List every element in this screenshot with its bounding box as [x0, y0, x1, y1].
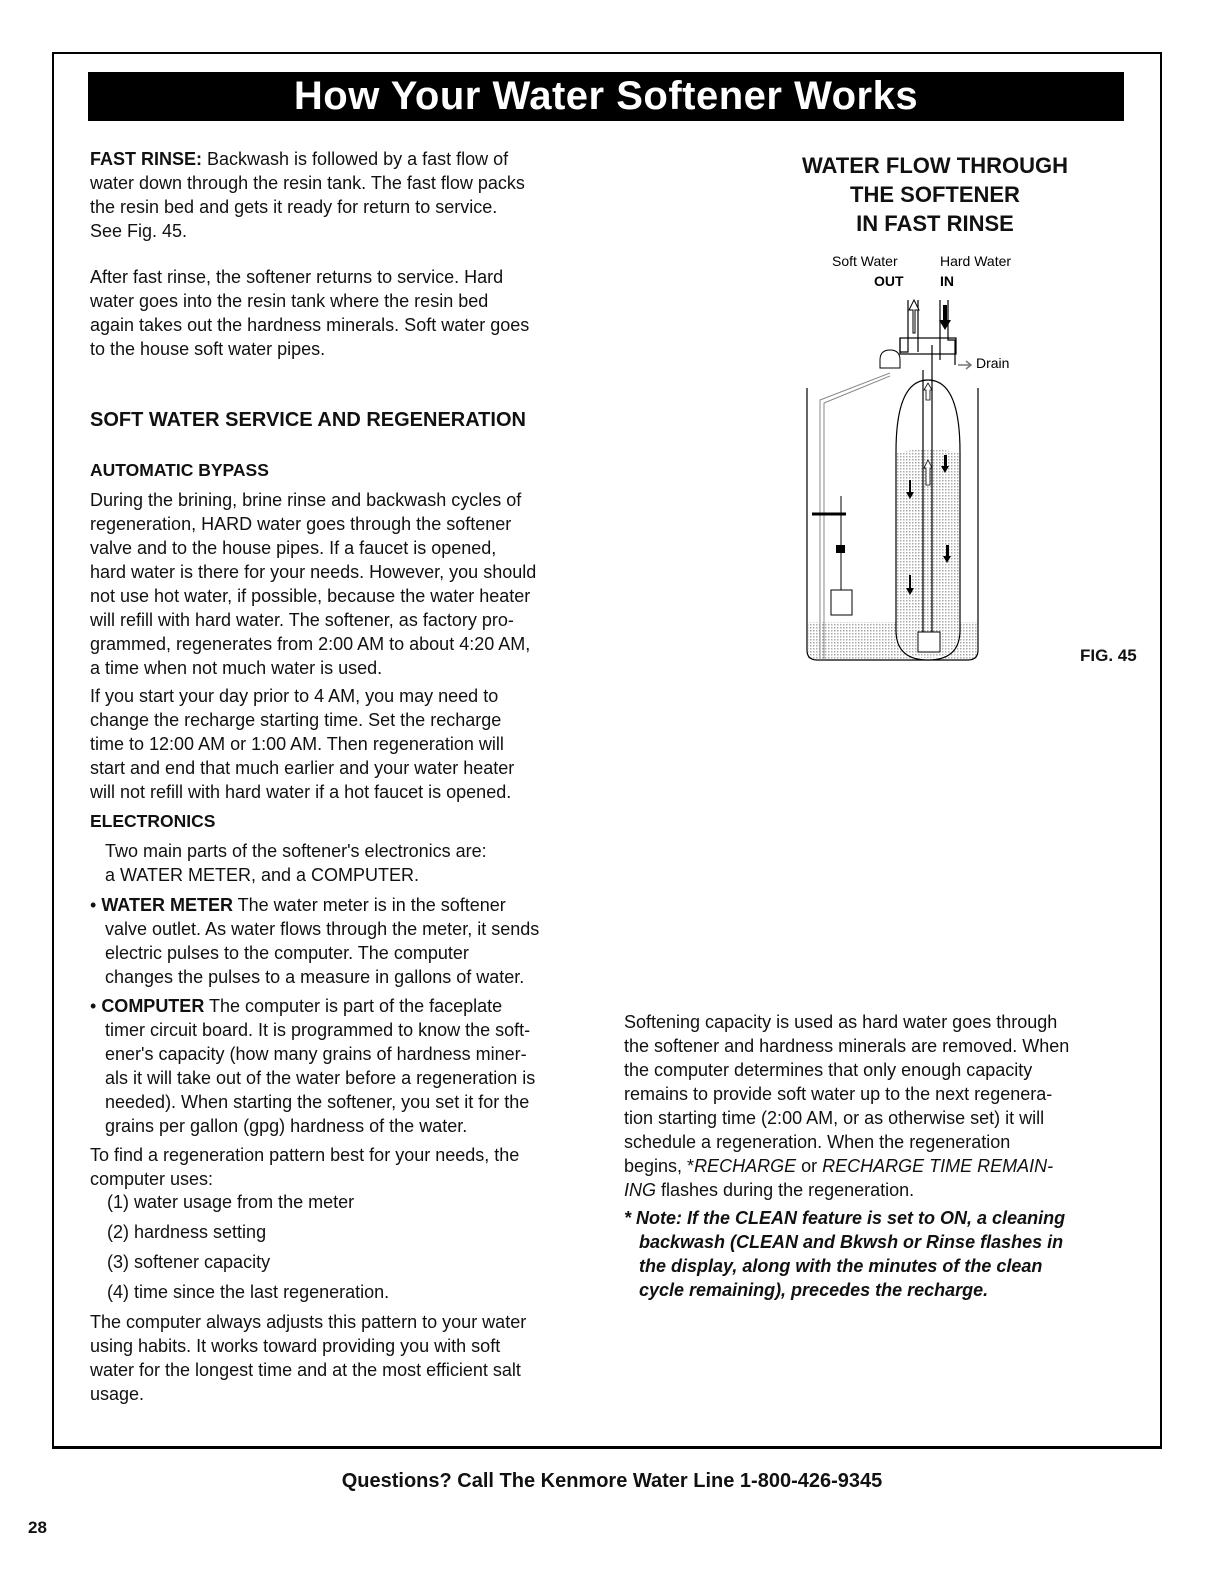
figure-heading: WATER FLOW THROUGH THE SOFTENER IN FAST RINSE [802, 153, 1068, 236]
bullet-water-meter: • WATER METER The water meter is in the softener valve outlet. As water flows through the meter, it sends electric pulses to the computer. The computer changes the pulses to a measure in gallons of water. [90, 895, 540, 987]
paragraph-text: Softening capacity is used as hard water goes through the softener and hardness minerals are removed. When the computer determines that only enough capacity remains to provide soft water up to the next regenera- tion starting time (2:00 AM, or as otherwise set) it will schedule a regeneration. When the regeneration begins, * [624, 1012, 1070, 1176]
fast-rinse-label: FAST RINSE: [90, 149, 203, 169]
figure-label: FIG. 45 [1080, 646, 1137, 665]
soft-water-label: Soft Water [832, 253, 898, 269]
in-label: IN [940, 273, 954, 289]
in-arrow-icon [939, 305, 951, 330]
drain-arrow-icon [958, 361, 971, 369]
electronics-heading: ELECTRONICS [90, 811, 216, 831]
hard-water-label: Hard Water [940, 253, 1012, 269]
bullet-text: The computer is part of the faceplate timer circuit board. It is programmed to know the soft- ener's capacity (how many grains of hardness miner- als it will take out of the water before a regeneration is needed). When starting the softener, you set it for the grains per gallon (gpg) hardness of the water. [105, 996, 536, 1136]
distributor [918, 632, 940, 652]
fast-rinse-text: Backwash is followed by a fast flow of water down through the resin tank. The fast flow packs the resin bed and gets it ready for return to service. See Fig. 45. [90, 149, 525, 241]
paragraph-text: or [796, 1156, 823, 1176]
paragraph-text: flashes during the regeneration. [656, 1180, 915, 1200]
section-heading: SOFT WATER SERVICE AND REGENERATION [90, 409, 526, 431]
pattern-item: (2) hardness setting [107, 1222, 267, 1242]
fast-rinse-paragraph [90, 147, 525, 243]
recharge-term: RECHARGE [694, 1156, 797, 1176]
brine-line [820, 373, 890, 660]
bullet-computer: • COMPUTER The computer is part of the faceplate timer circuit board. It is programmed to know the soft- ener's capacity (how many grains of hardness miner- als it will take out of the water before a regeneration is needed). When starting the softener, you set it for the grains per gallon (gpg) hardness of the water. [90, 996, 536, 1136]
closing-paragraph: The computer always adjusts this pattern to your water using habits. It works toward providing you with soft water for the longest time and at the most efficient salt usage. [90, 1312, 527, 1404]
bypass-paragraph-2: If you start your day prior to 4 AM, you may need to change the recharge starting time. Set the recharge time to 12:00 AM or 1:00 AM. Then regeneration will start and end that much earlier and your water heater will not refill with hard water if a hot faucet is opened. [90, 686, 515, 802]
recharge-time-term: RECHARGE TIME REMAIN- ING [624, 1156, 1054, 1200]
capacity-paragraph [624, 1010, 1069, 1202]
pattern-intro: To find a regeneration pattern best for your needs, the computer uses: [90, 1145, 520, 1189]
page-number: 28 [28, 1518, 47, 1537]
softener-diagram [780, 240, 1140, 670]
electronics-intro: Two main parts of the softener's electronics are: a WATER METER, and a COMPUTER. [105, 841, 487, 885]
footer-hotline: Questions? Call The Kenmore Water Line 1-800-426-9345 [341, 1470, 883, 1492]
bullet-text: The water meter is in the softener valve outlet. As water flows through the meter, it sends electric pulses to the computer. The computer changes the pulses to a measure in gallons of water. [105, 895, 540, 987]
after-rinse-paragraph: After fast rinse, the softener returns to service. Hard water goes into the resin tank where the resin bed again takes out the hardness minerals. Soft water goes to the house soft water pipes. [90, 267, 530, 359]
bypass-paragraph-1: During the brining, brine rinse and backwash cycles of regeneration, HARD water goes through the softener valve and to the house pipes. If a faucet is opened, hard water is there for your needs. However, you should not use hot water, if possible, because the water heater will refill with hard water. The softener, as factory pro- grammed, regenerates from 2:00 AM to about 4:20 AM, a time when not much water is used. [90, 490, 537, 678]
bypass-heading: AUTOMATIC BYPASS [90, 460, 269, 480]
brine-valve [831, 590, 852, 615]
clean-note: * Note: If the CLEAN feature is set to ON, a cleaning backwash (CLEAN and Bkwsh or Rinse flashes in the display, along with the minutes of the clean cycle remaining), precedes the recharge. [624, 1208, 1066, 1300]
float [836, 545, 845, 553]
page-title: How Your Water Softener Works [88, 72, 1124, 121]
pattern-item: (4) time since the last regeneration. [107, 1282, 390, 1302]
drain-label: Drain [976, 355, 1010, 371]
bullet-label: WATER METER [101, 895, 233, 915]
pattern-item: (1) water usage from the meter [107, 1192, 355, 1212]
pattern-item: (3) softener capacity [107, 1252, 271, 1272]
out-label: OUT [874, 273, 904, 289]
valve-motor [880, 350, 900, 368]
bullet-label: COMPUTER [101, 996, 205, 1016]
